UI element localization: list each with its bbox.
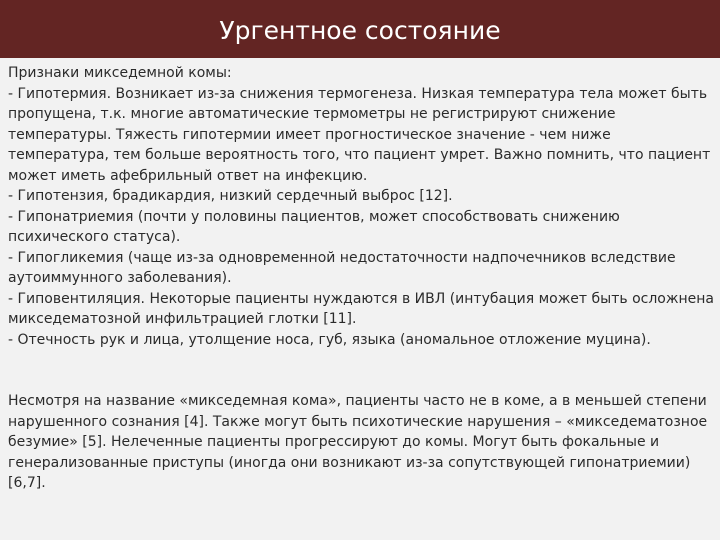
hypoglycemia-item: - Гипогликемия (чаще из-за одновременной недостаточности надпочечников вследствие аутоиммунного заболевания).: [8, 249, 676, 286]
slide-body: [8, 63, 714, 494]
slide-header: [0, 0, 720, 58]
slide-title: Ургентное состояние: [219, 16, 501, 45]
hyponatremia-item: - Гипонатриемия (почти у половины пациентов, может способствовать снижению психического статуса).: [8, 208, 620, 245]
paragraph-gap: [8, 350, 714, 391]
hypoventilation-item: - Гиповентиляция. Некоторые пациенты нуждаются в ИВЛ (интубация может быть осложнена микседематозной инфильтрацией глотки [11].: [8, 290, 714, 327]
hypotension-item: - Гипотензия, брадикардия, низкий сердечный выброс [12].: [8, 188, 453, 204]
edema-item: - Отечность рук и лица, утолщение носа, губ, языка (аномальное отложение муцина).: [8, 331, 651, 348]
signs-heading: Признаки микседемной комы:: [8, 65, 232, 81]
consciousness-paragraph: Несмотря на название «микседемная кома», пациенты часто не в коме, а в меньшей степени нарушенного сознания [4]. Также могут быть психотические нарушения – «микседематозное безумие» [5]. Нелеченные пациенты прогрессируют до комы. Могут быть фокальные и генерализованные приступы (иногда они возникают из-за сопутствующей гипонатриемии) [6,7].: [8, 393, 708, 491]
hypothermia-item: - Гипотермия. Возникает из-за снижения термогенеза. Низкая температура тела может быть пропущена, т.к. многие автоматические термометры не регистрируют снижение температуры. Тяжесть гипотермии имеет прогностическое значение - чем ниже температура, тем больше вероятность того, что пациент умрет. Важно помнить, что пациент может иметь афебрильный ответ на инфекцию.: [8, 85, 711, 184]
